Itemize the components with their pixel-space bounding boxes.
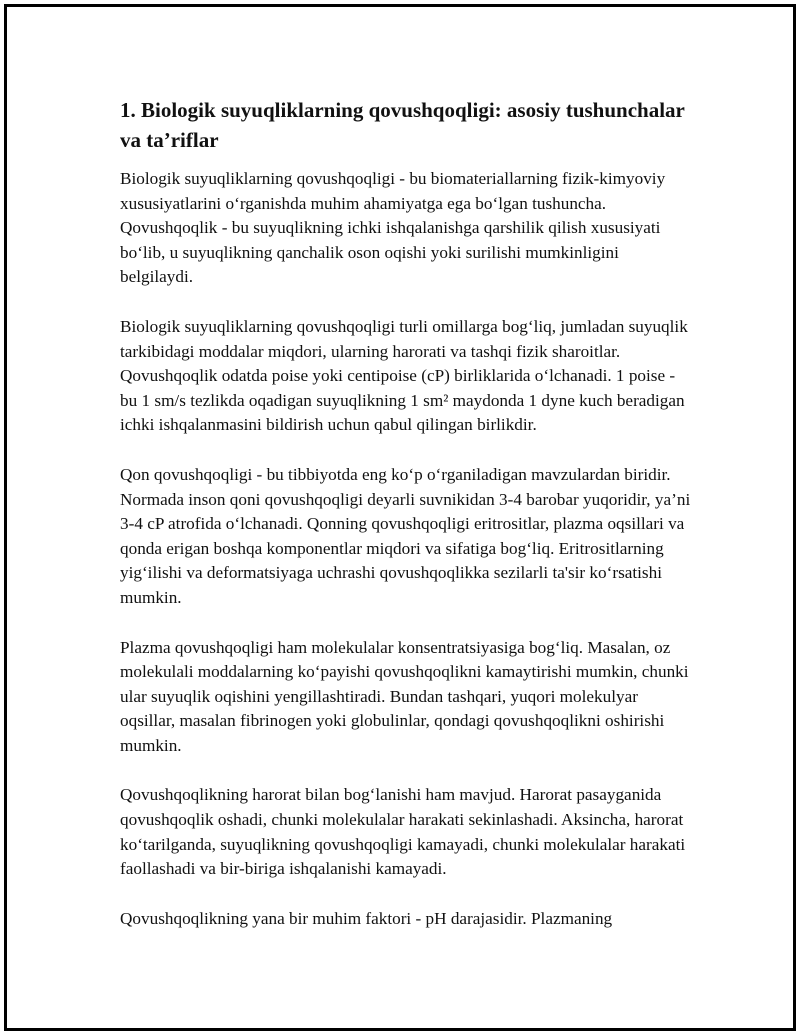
section-title: 1. Biologik suyuqliklarning qovushqoqligi: asosiy tushunchalar va ta’riflar [120,98,685,152]
paragraph-3: Qon qovushqoqligi - bu tibbiyotda eng ko‘p o‘rganiladigan mavzulardan biridir. Normada inson qoni qovushqoqligi deyarli suvnikidan 3-4 barobar yuqoridir, ya’ni 3-4 cP atrofida o‘lchanadi. Qonning qovushqoqligi eritrositlar, plazma oqsillari va qonda erigan boshqa komponentlar miqdori va sifatiga bog‘liq. Eritrositlarning yig‘ilishi va deformatsiyaga uchrashi qovushqoqlikka sezilarli ta'sir ko‘rsatishi mumkin. [120,464,691,607]
paragraph-6: Qovushqoqlikning yana bir muhim faktori - pH darajasidir. Plazmaning [120,908,613,928]
page-frame [4,4,796,1031]
document-body [120,95,695,956]
paragraph-1: Biologik suyuqliklarning qovushqoqligi - bu biomateriallarning fizik-kimyoviy xususiyatlarini o‘rganishda muhim ahamiyatga ega bo‘lgan tushuncha. Qovushqoqlik - bu suyuqlikning ichki ishqalanishga qarshilik qilish xususiyati bo‘lib, u suyuqlikning qanchalik oson oqishi yoki surilishi mumkinligini belgilaydi. [120,169,666,287]
paragraph-4: Plazma qovushqoqligi ham molekulalar konsentratsiyasiga bog‘liq. Masalan, oz molekulali moddalarning ko‘payishi qovushqoqlikni kamaytirishi mumkin, chunki ular suyuqlik oqishini yengillashtiradi. Bundan tashqari, yuqori molekulyar oqsillar, masalan fibrinogen yoki globulinlar, qondagi qovushqoqlikni oshirishi mumkin. [120,637,689,755]
paragraph-2: Biologik suyuqliklarning qovushqoqligi turli omillarga bog‘liq, jumladan suyuqlik tarkibidagi moddalar miqdori, ularning harorati va tashqi fizik sharoitlar. Qovushqoqlik odatda poise yoki centipoise (cP) birliklarida o‘lchanadi. 1 poise - bu 1 sm/s tezlikda oqadigan suyuqlikning 1 sm² maydonda 1 dyne kuch beradigan ichki ishqalanmasini bildirish uchun qabul qilingan birlikdir. [120,316,688,435]
paragraph-5: Qovushqoqlikning harorat bilan bog‘lanishi ham mavjud. Harorat pasayganida qovushqoqlik oshadi, chunki molekulalar harakati sekinlashadi. Aksincha, harorat ko‘tarilganda, suyuqlikning qovushqoqligi kamayadi, chunki molekulalar harakati faollashadi va bir-biriga ishqalanishi kamayadi. [120,785,686,879]
